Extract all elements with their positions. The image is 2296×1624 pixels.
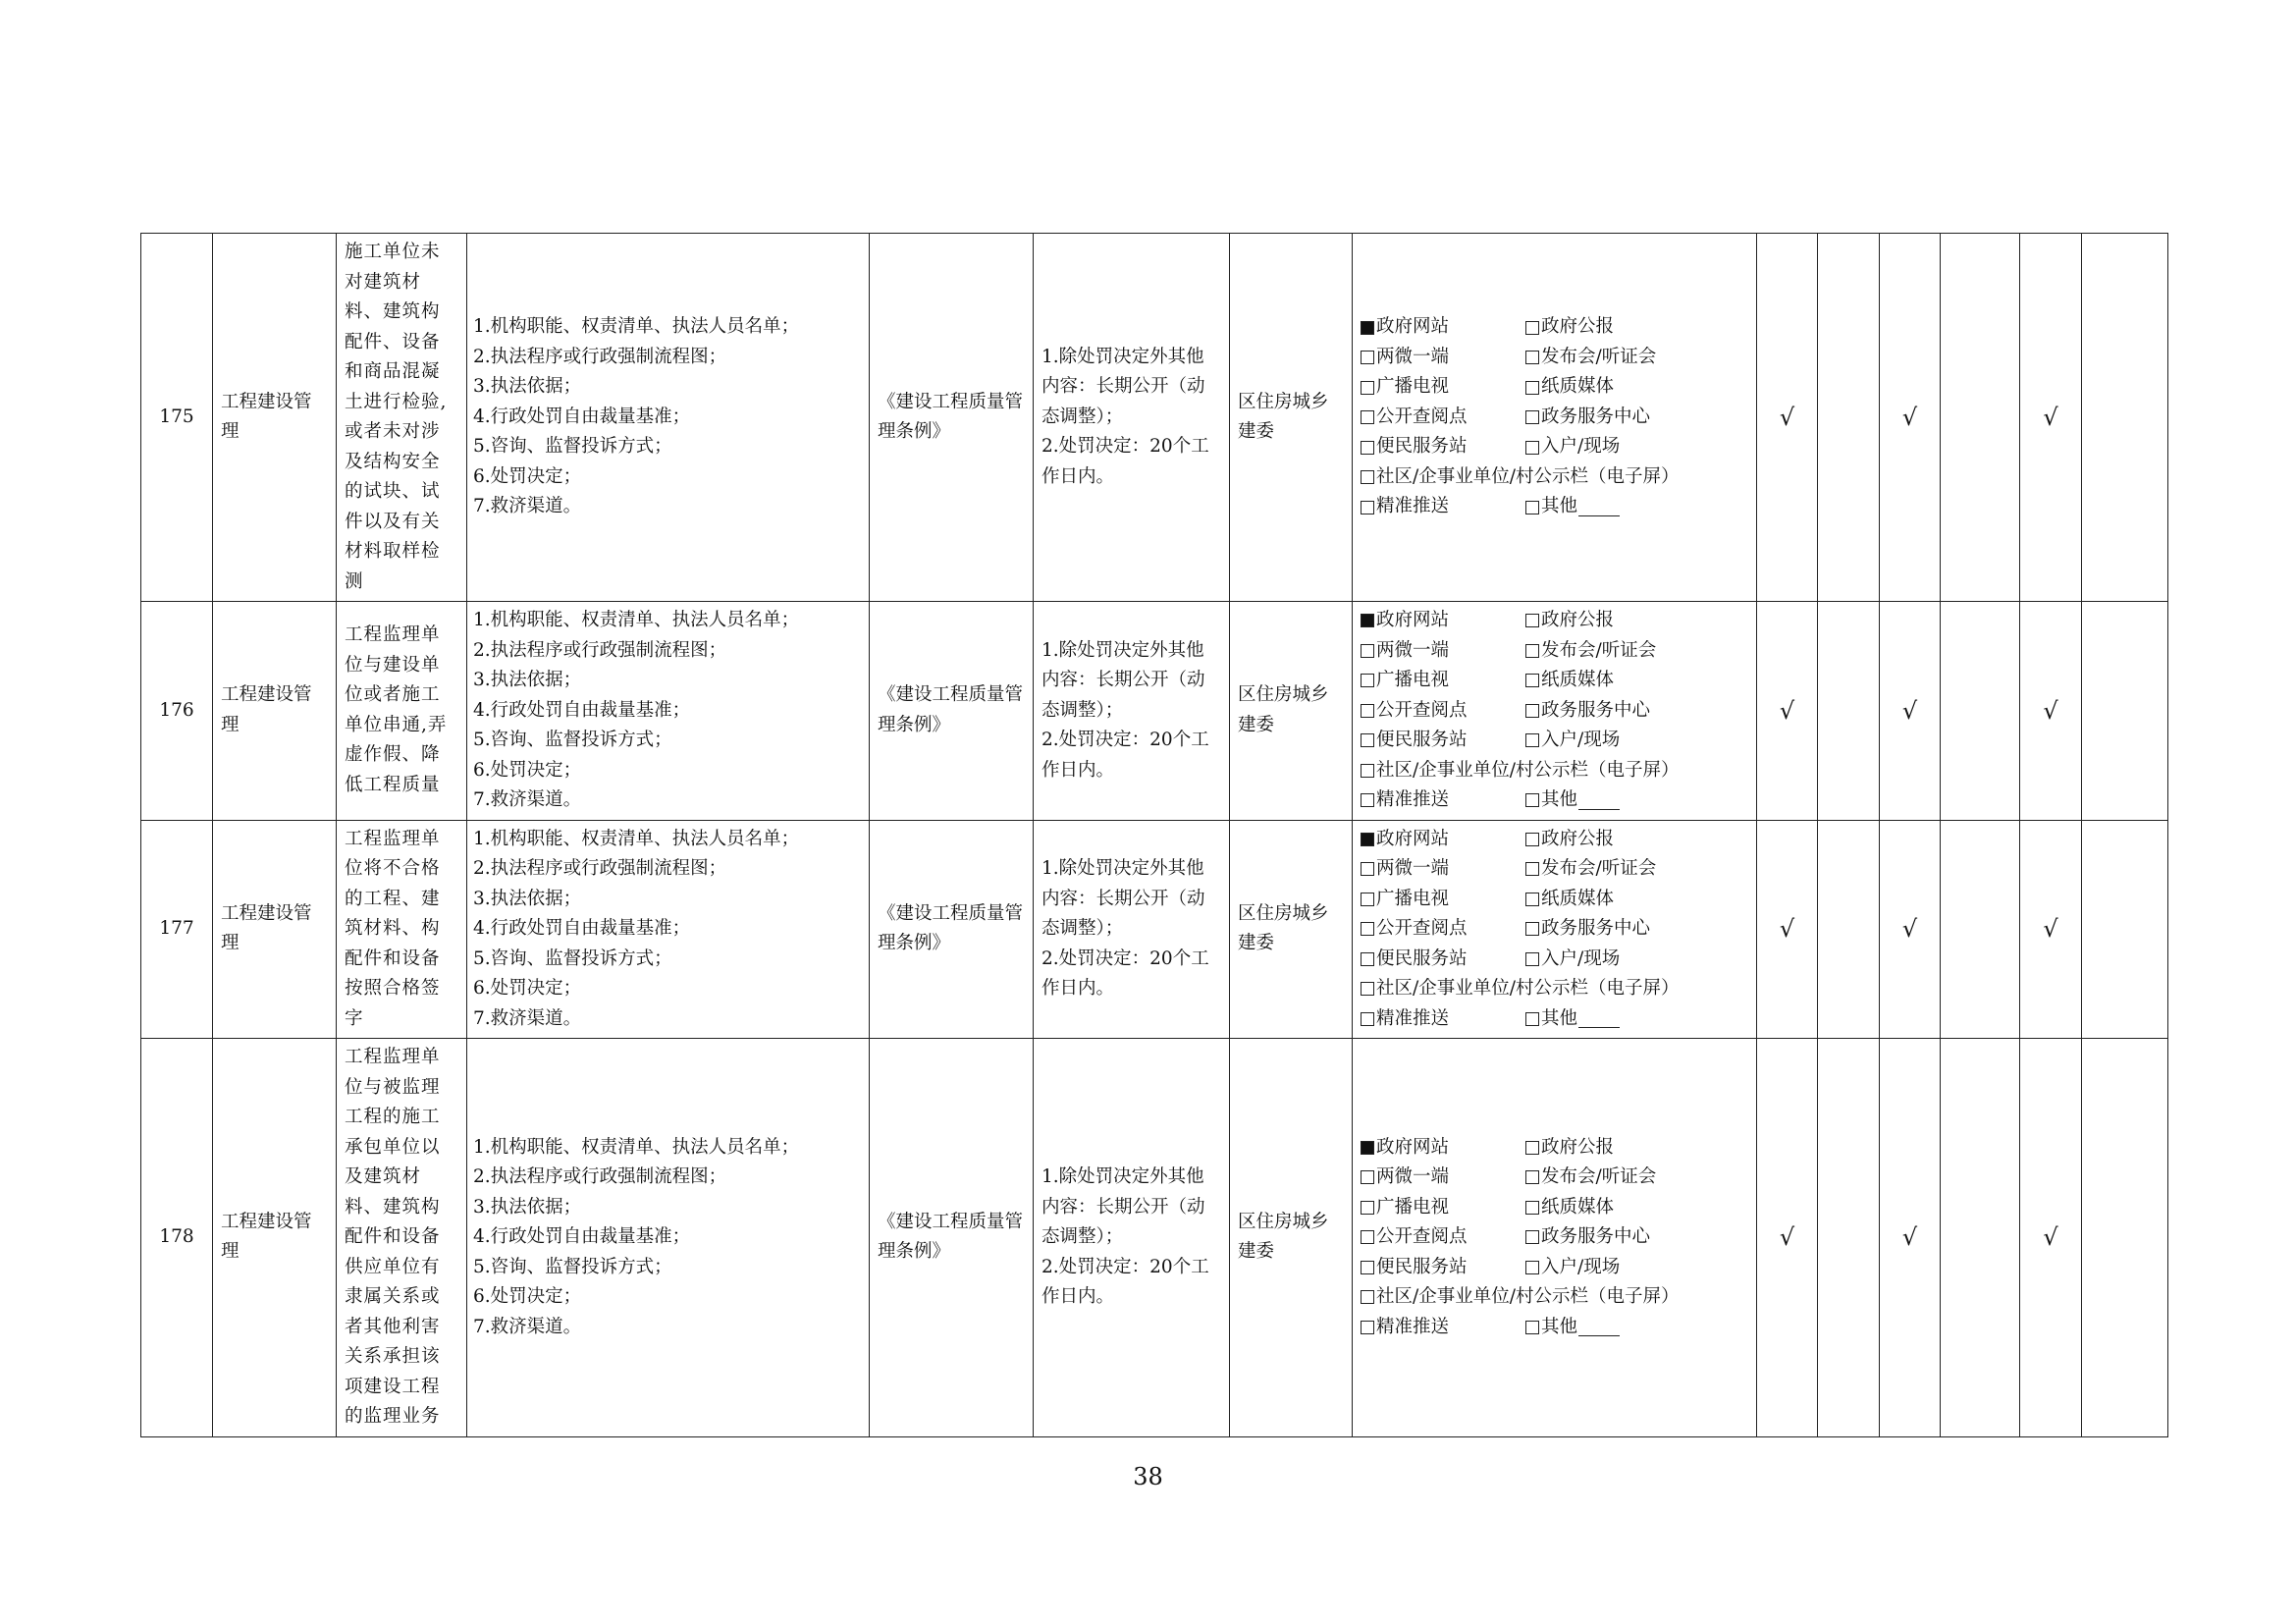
blank-line: [1578, 791, 1620, 810]
channel-option: [1525, 726, 1748, 756]
checkbox-icon: [1361, 1012, 1374, 1026]
channel-label: 广播电视: [1376, 670, 1450, 690]
channel-option: [1361, 432, 1525, 462]
channel-label: 发布会/听证会: [1541, 639, 1657, 661]
subject-cell: 区住房城乡建委: [1230, 602, 1353, 821]
checkbox-icon: [1525, 952, 1539, 966]
content-line: 7.救济渠道。: [473, 789, 582, 810]
channel-label: 政务服务中心: [1541, 918, 1651, 939]
content-line: 2.执法程序或行政强制流程图；: [473, 1166, 727, 1187]
checkbox-icon: [1361, 441, 1374, 455]
channel-option: [1361, 1004, 1525, 1035]
checkbox-icon: [1525, 321, 1539, 335]
content-cell: [467, 234, 870, 602]
channel-option: [1361, 312, 1525, 343]
checkbox-icon: [1525, 1141, 1539, 1155]
table-row: [141, 234, 2168, 602]
channel-label: 纸质媒体: [1541, 888, 1615, 909]
channel-list: [1361, 312, 1748, 522]
empty-cell: [1818, 234, 1880, 602]
channel-label: 入户/现场: [1541, 947, 1621, 969]
channel-option: [1361, 606, 1525, 636]
checkbox-icon: [1525, 893, 1539, 906]
channel-label: 政府公报: [1541, 316, 1615, 338]
channel-label: 公开查阅点: [1376, 406, 1468, 427]
channel-label: 入户/现场: [1541, 1256, 1621, 1277]
channel-label: 精准推送: [1376, 496, 1450, 517]
channel-label: 公开查阅点: [1376, 918, 1468, 939]
time-cell: [1034, 602, 1230, 821]
channel-option: [1525, 606, 1748, 636]
content-cell: [467, 820, 870, 1039]
checkbox-icon: [1361, 982, 1374, 996]
channel-label: 其他: [1541, 496, 1578, 517]
check-mark-cell: √: [1757, 1039, 1818, 1437]
empty-cell: [2082, 1039, 2168, 1437]
channel-option: [1525, 432, 1748, 462]
subject-cell: 区住房城乡建委: [1230, 820, 1353, 1039]
checkbox-icon: [1525, 793, 1539, 807]
channel-option: [1525, 945, 1748, 975]
channel-label: 政府网站: [1376, 1136, 1450, 1158]
empty-cell: [1941, 234, 2020, 602]
content-line: 4.行政处罚自由裁量基准；: [473, 918, 691, 939]
checkbox-icon: [1361, 1261, 1374, 1274]
checkbox-icon: [1361, 922, 1374, 936]
content-line: 2.执法程序或行政强制流程图；: [473, 639, 727, 661]
channel-label: 入户/现场: [1541, 730, 1621, 750]
empty-cell: [2082, 820, 2168, 1039]
channel-list: [1361, 606, 1748, 816]
content-line: 7.救济渠道。: [473, 1316, 582, 1337]
checkbox-icon: [1361, 733, 1374, 747]
channel-option: [1361, 696, 1525, 727]
channel-option: [1361, 785, 1525, 816]
channel-label: 政府网站: [1376, 316, 1450, 338]
channel-label: 发布会/听证会: [1541, 346, 1657, 367]
basis-cell: 《建设工程质量管理条例》: [870, 234, 1034, 602]
checkbox-icon: [1361, 674, 1374, 687]
basis-cell: 《建设工程质量管理条例》: [870, 602, 1034, 821]
empty-cell: [1818, 602, 1880, 821]
channel-label: 其他: [1541, 1007, 1578, 1029]
checkbox-icon: [1525, 381, 1539, 395]
channel-label: 发布会/听证会: [1541, 1166, 1657, 1187]
checkbox-icon: [1361, 1201, 1374, 1215]
check-mark-cell: √: [1880, 234, 1941, 602]
checked-box-icon: [1361, 321, 1374, 335]
channel-option: [1525, 854, 1748, 885]
checkbox-icon: [1525, 501, 1539, 514]
checkbox-icon: [1361, 381, 1374, 395]
content-line: 3.执法依据；: [473, 1196, 582, 1218]
channel-option: [1525, 372, 1748, 403]
empty-cell: [1941, 1039, 2020, 1437]
checkbox-icon: [1525, 441, 1539, 455]
channel-label: 社区/企事业单位/村公示栏（电子屏）: [1376, 1286, 1680, 1307]
channel-option: [1525, 666, 1748, 696]
channel-label: 便民服务站: [1376, 730, 1468, 750]
table-row: [141, 1039, 2168, 1437]
content-line: 4.行政处罚自由裁量基准；: [473, 699, 691, 721]
channel-option: [1525, 1004, 1748, 1035]
row-number: 176: [141, 602, 213, 821]
check-mark-cell: √: [1880, 602, 1941, 821]
channel-label: 其他: [1541, 1316, 1578, 1337]
time-line: 2.处罚决定：20个工作日内。: [1041, 947, 1209, 999]
content-line: 5.咨询、监督投诉方式；: [473, 947, 672, 969]
time-cell: [1034, 234, 1230, 602]
empty-cell: [1818, 1039, 1880, 1437]
checkbox-icon: [1525, 614, 1539, 627]
time-cell: [1034, 1039, 1230, 1437]
channel-option: [1361, 1253, 1525, 1283]
channel-label: 纸质媒体: [1541, 670, 1615, 690]
content-line: 6.处罚决定；: [473, 978, 582, 999]
channel-option: [1361, 343, 1525, 373]
row-number: 178: [141, 1039, 213, 1437]
checkbox-icon: [1361, 893, 1374, 906]
channel-label: 其他: [1541, 789, 1578, 810]
content-line: 7.救济渠道。: [473, 496, 582, 517]
checked-box-icon: [1361, 614, 1374, 627]
channel-label: 发布会/听证会: [1541, 858, 1657, 879]
channel-label: 广播电视: [1376, 888, 1450, 909]
checkbox-icon: [1525, 674, 1539, 687]
channel-option: [1361, 666, 1525, 696]
check-mark-cell: √: [1757, 820, 1818, 1039]
channel-label: 社区/企事业单位/村公示栏（电子屏）: [1376, 465, 1680, 487]
blank-line: [1578, 1009, 1620, 1028]
channel-label: 两微一端: [1376, 1166, 1450, 1187]
basis-cell: 《建设工程质量管理条例》: [870, 1039, 1034, 1437]
channel-option: [1525, 403, 1748, 433]
channel-option: [1525, 1222, 1748, 1253]
channels-cell: [1353, 234, 1757, 602]
channels-cell: [1353, 1039, 1757, 1437]
blank-line: [1578, 498, 1620, 516]
checkbox-icon: [1361, 764, 1374, 778]
channel-label: 社区/企事业单位/村公示栏（电子屏）: [1376, 978, 1680, 999]
empty-cell: [1941, 820, 2020, 1039]
category-cell: 工程建设管理: [213, 602, 337, 821]
content-line: 5.咨询、监督投诉方式；: [473, 436, 672, 458]
check-mark-cell: √: [2020, 234, 2082, 602]
checkbox-icon: [1361, 1321, 1374, 1334]
channel-label: 广播电视: [1376, 1196, 1450, 1218]
content-line: 6.处罚决定；: [473, 1286, 582, 1307]
check-mark-cell: √: [2020, 1039, 2082, 1437]
channel-option: [1361, 885, 1525, 915]
channel-label: 便民服务站: [1376, 1256, 1468, 1277]
content-line: 1.机构职能、权责清单、执法人员名单；: [473, 316, 800, 338]
category-cell: 工程建设管理: [213, 234, 337, 602]
time-cell: [1034, 820, 1230, 1039]
channel-option: [1361, 1282, 1748, 1313]
channel-option: [1525, 1253, 1748, 1283]
checkbox-icon: [1525, 351, 1539, 364]
channel-option: [1361, 403, 1525, 433]
channel-label: 政务服务中心: [1541, 699, 1651, 721]
channel-option: [1361, 492, 1525, 522]
checkbox-icon: [1525, 410, 1539, 424]
empty-cell: [2082, 234, 2168, 602]
content-line: 1.机构职能、权责清单、执法人员名单；: [473, 828, 800, 849]
empty-cell: [2082, 602, 2168, 821]
channel-option: [1525, 1193, 1748, 1223]
channel-option: [1361, 1313, 1525, 1343]
channel-option: [1361, 756, 1748, 786]
channel-list: [1361, 825, 1748, 1035]
content-line: 3.执法依据；: [473, 888, 582, 909]
content-line: 2.执法程序或行政强制流程图；: [473, 346, 727, 367]
check-mark-cell: √: [1880, 1039, 1941, 1437]
check-mark-cell: √: [2020, 820, 2082, 1039]
subject-cell: 区住房城乡建委: [1230, 234, 1353, 602]
channel-label: 政府网站: [1376, 610, 1450, 630]
time-line: 1.除处罚决定外其他内容：长期公开（动态调整）；: [1041, 858, 1205, 939]
channel-option: [1525, 825, 1748, 855]
content-line: 1.机构职能、权责清单、执法人员名单；: [473, 610, 800, 630]
channel-option: [1361, 1163, 1525, 1193]
checkbox-icon: [1361, 1230, 1374, 1244]
time-line: 1.除处罚决定外其他内容：长期公开（动态调整）；: [1041, 1166, 1205, 1247]
channels-cell: [1353, 820, 1757, 1039]
item-cell: 工程监理单位与被监理工程的施工承包单位以及建筑材料、建筑构配件和设备供应单位有隶属关系或者其他利害关系承担该项建设工程的监理业务: [337, 1039, 467, 1437]
channel-option: [1525, 696, 1748, 727]
channel-label: 两微一端: [1376, 346, 1450, 367]
time-line: 2.处罚决定：20个工作日内。: [1041, 1256, 1209, 1307]
time-line: 2.处罚决定：20个工作日内。: [1041, 436, 1209, 487]
channel-option: [1361, 372, 1525, 403]
checkbox-icon: [1361, 644, 1374, 658]
checkbox-icon: [1361, 704, 1374, 718]
content-cell: [467, 602, 870, 821]
channel-label: 纸质媒体: [1541, 376, 1615, 398]
item-cell: 施工单位未对建筑材料、建筑构配件、设备和商品混凝土进行检验,或者未对涉及结构安全的试块、试件以及有关材料取样检测: [337, 234, 467, 602]
row-number: 177: [141, 820, 213, 1039]
item-cell: 工程监理单位将不合格的工程、建筑材料、构配件和设备按照合格签字: [337, 820, 467, 1039]
content-line: 7.救济渠道。: [473, 1007, 582, 1029]
subject-cell: 区住房城乡建委: [1230, 1039, 1353, 1437]
channel-label: 社区/企事业单位/村公示栏（电子屏）: [1376, 759, 1680, 781]
content-line: 3.执法依据；: [473, 376, 582, 398]
channel-option: [1361, 1222, 1525, 1253]
channel-option: [1361, 945, 1525, 975]
content-cell: [467, 1039, 870, 1437]
disclosure-table: [140, 233, 2168, 1437]
content-line: 1.机构职能、权责清单、执法人员名单；: [473, 1136, 800, 1158]
channel-option: [1525, 312, 1748, 343]
checkbox-icon: [1361, 793, 1374, 807]
check-mark-cell: √: [1757, 602, 1818, 821]
time-line: 1.除处罚决定外其他内容：长期公开（动态调整）；: [1041, 639, 1205, 721]
checkbox-icon: [1525, 1261, 1539, 1274]
channel-option: [1361, 636, 1525, 667]
channel-option: [1525, 492, 1748, 522]
content-line: 4.行政处罚自由裁量基准；: [473, 1226, 691, 1247]
channel-label: 两微一端: [1376, 858, 1450, 879]
checkbox-icon: [1525, 862, 1539, 876]
checkbox-icon: [1361, 470, 1374, 484]
channel-option: [1525, 1133, 1748, 1164]
check-mark-cell: √: [1757, 234, 1818, 602]
checkbox-icon: [1525, 922, 1539, 936]
time-line: 2.处罚决定：20个工作日内。: [1041, 730, 1209, 781]
page-number: 38: [1133, 1463, 1163, 1490]
content-line: 2.执法程序或行政强制流程图；: [473, 858, 727, 879]
channel-label: 两微一端: [1376, 639, 1450, 661]
channel-label: 精准推送: [1376, 1316, 1450, 1337]
checkbox-icon: [1525, 1170, 1539, 1184]
channel-label: 广播电视: [1376, 376, 1450, 398]
checkbox-icon: [1361, 410, 1374, 424]
checkbox-icon: [1525, 1321, 1539, 1334]
item-cell: 工程监理单位与建设单位或者施工单位串通,弄虚作假、降低工程质量: [337, 602, 467, 821]
time-line: 1.除处罚决定外其他内容：长期公开（动态调整）；: [1041, 346, 1205, 427]
channel-option: [1525, 1313, 1748, 1343]
checkbox-icon: [1525, 1230, 1539, 1244]
channel-label: 公开查阅点: [1376, 699, 1468, 721]
empty-cell: [1818, 820, 1880, 1039]
category-cell: 工程建设管理: [213, 820, 337, 1039]
channel-label: 入户/现场: [1541, 436, 1621, 458]
channel-option: [1361, 726, 1525, 756]
checkbox-icon: [1525, 1012, 1539, 1026]
content-line: 5.咨询、监督投诉方式；: [473, 1256, 672, 1277]
content-line: 3.执法依据；: [473, 670, 582, 690]
channel-label: 政务服务中心: [1541, 406, 1651, 427]
channel-option: [1361, 1133, 1525, 1164]
channel-option: [1525, 636, 1748, 667]
channel-option: [1525, 1163, 1748, 1193]
channel-label: 政府网站: [1376, 828, 1450, 849]
checkbox-icon: [1525, 704, 1539, 718]
content-line: 6.处罚决定；: [473, 759, 582, 781]
channel-option: [1525, 343, 1748, 373]
checkbox-icon: [1361, 952, 1374, 966]
checkbox-icon: [1525, 1201, 1539, 1215]
blank-line: [1578, 1318, 1620, 1336]
channel-option: [1361, 854, 1525, 885]
channel-label: 精准推送: [1376, 1007, 1450, 1029]
channel-option: [1525, 785, 1748, 816]
checkbox-icon: [1361, 501, 1374, 514]
category-cell: 工程建设管理: [213, 1039, 337, 1437]
empty-cell: [1941, 602, 2020, 821]
channel-label: 政府公报: [1541, 610, 1615, 630]
channel-label: 便民服务站: [1376, 947, 1468, 969]
channel-option: [1361, 1193, 1525, 1223]
checkbox-icon: [1525, 833, 1539, 846]
channel-label: 公开查阅点: [1376, 1226, 1468, 1247]
channel-option: [1361, 914, 1525, 945]
channels-cell: [1353, 602, 1757, 821]
channel-option: [1525, 885, 1748, 915]
checkbox-icon: [1361, 351, 1374, 364]
channel-label: 精准推送: [1376, 789, 1450, 810]
checkbox-icon: [1525, 733, 1539, 747]
checked-box-icon: [1361, 833, 1374, 846]
basis-cell: 《建设工程质量管理条例》: [870, 820, 1034, 1039]
table-row: [141, 602, 2168, 821]
content-line: 4.行政处罚自由裁量基准；: [473, 406, 691, 427]
checkbox-icon: [1361, 1170, 1374, 1184]
channel-label: 政务服务中心: [1541, 1226, 1651, 1247]
channel-label: 政府公报: [1541, 828, 1615, 849]
channel-label: 政府公报: [1541, 1136, 1615, 1158]
channel-label: 便民服务站: [1376, 436, 1468, 458]
channel-label: 纸质媒体: [1541, 1196, 1615, 1218]
check-mark-cell: √: [1880, 820, 1941, 1039]
content-line: 6.处罚决定；: [473, 465, 582, 487]
checkbox-icon: [1525, 644, 1539, 658]
table-row: [141, 820, 2168, 1039]
checked-box-icon: [1361, 1141, 1374, 1155]
channel-option: [1361, 825, 1525, 855]
checkbox-icon: [1361, 862, 1374, 876]
row-number: 175: [141, 234, 213, 602]
channel-list: [1361, 1133, 1748, 1343]
channel-option: [1361, 974, 1748, 1004]
checkbox-icon: [1361, 1290, 1374, 1304]
check-mark-cell: √: [2020, 602, 2082, 821]
content-line: 5.咨询、监督投诉方式；: [473, 730, 672, 750]
channel-option: [1525, 914, 1748, 945]
channel-option: [1361, 462, 1748, 493]
